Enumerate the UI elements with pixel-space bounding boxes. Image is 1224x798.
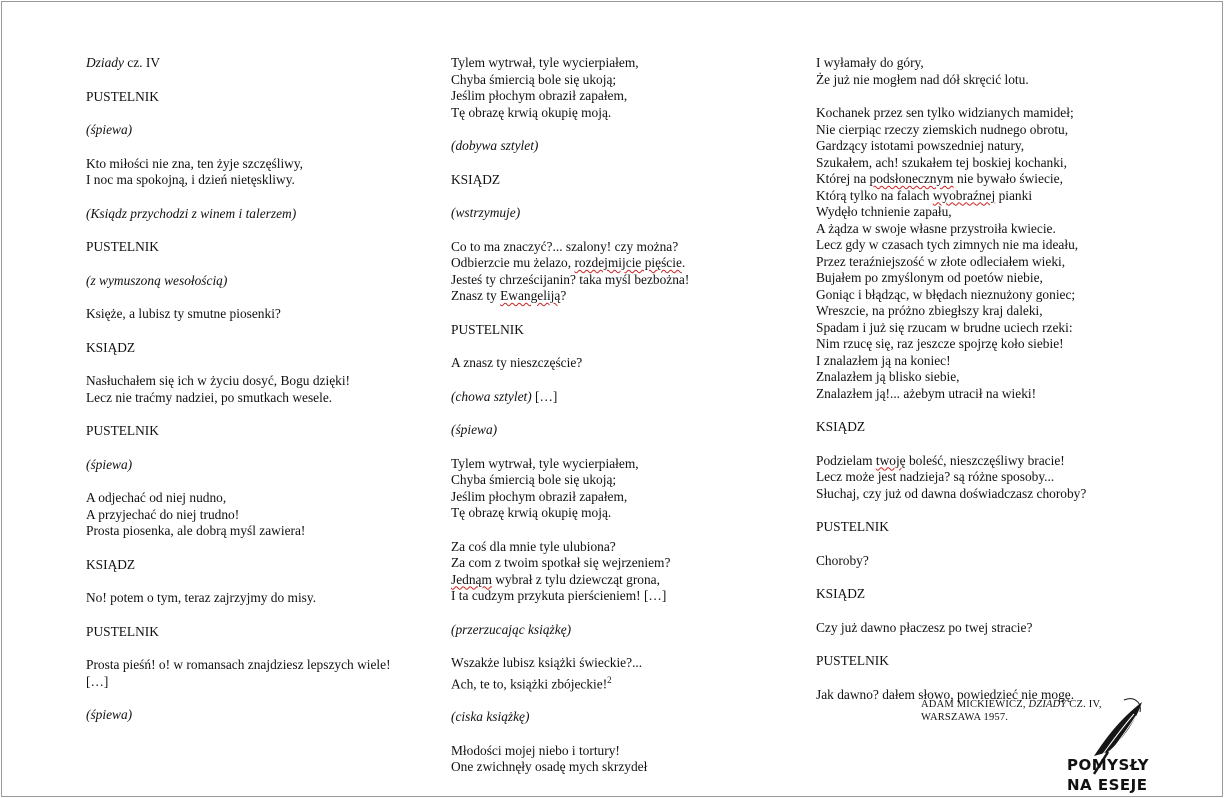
text-segment: nie bywało świecie, bbox=[953, 171, 1063, 186]
caption-part: CZ. IV, bbox=[1066, 699, 1102, 710]
text-block bbox=[451, 709, 801, 726]
text-line: Spadam i już się rzucam w brudne uciech rzeki: bbox=[816, 319, 1073, 335]
text-line: KSIĄDZ bbox=[86, 339, 136, 355]
text-block bbox=[86, 373, 436, 406]
text-line: Kochanek przez sen tylko widzianych mamideł; bbox=[816, 105, 1074, 120]
text-block bbox=[451, 743, 801, 776]
text-block bbox=[86, 657, 436, 690]
text-block bbox=[86, 624, 436, 641]
text-line: Lecz może jest nadzieja? są różne sposoby... bbox=[816, 469, 1055, 484]
stage-direction: (ciska książkę) bbox=[451, 709, 530, 725]
spellcheck-word: Jednąm bbox=[451, 571, 492, 587]
source-caption-line2: WARSZAWA 1957. bbox=[921, 712, 1009, 723]
text-line: I znalazłem ją na koniec! bbox=[816, 352, 951, 368]
text-line: Prosta pieśń! o! w romansach znajdziesz lepszych wiele! bbox=[86, 657, 391, 672]
text-block bbox=[451, 655, 801, 692]
text-block bbox=[451, 138, 801, 155]
text-line bbox=[816, 171, 1146, 188]
text-block bbox=[86, 273, 436, 290]
text-block bbox=[816, 653, 1146, 670]
text-block bbox=[451, 322, 801, 339]
text-line: A przyjechać do niej trudno! bbox=[86, 506, 240, 522]
text-line bbox=[451, 255, 801, 272]
stage-direction: (przerzucając książkę) bbox=[451, 621, 572, 637]
text-segment: Dziady bbox=[86, 55, 124, 70]
text-line: I ta cudzym przykuta pierścieniem! […] bbox=[451, 588, 667, 603]
text-line: KSIĄDZ bbox=[451, 171, 501, 187]
text-line: PUSTELNIK bbox=[451, 321, 524, 337]
text-segment: boleść, nieszczęśliwy bracie! bbox=[905, 452, 1065, 468]
text-line bbox=[451, 672, 801, 693]
spellcheck-word: Ewangeliją bbox=[500, 288, 561, 303]
text-block bbox=[816, 620, 1146, 637]
text-line: PUSTELNIK bbox=[86, 423, 159, 438]
text-line: Za coś dla mnie tyle ulubiona? bbox=[451, 538, 616, 554]
text-block bbox=[816, 55, 1146, 88]
text-line: Nasłuchałem się ich w życiu dosyć, Bogu dzięki! bbox=[86, 373, 351, 388]
text-block bbox=[816, 453, 1146, 503]
text-line bbox=[451, 389, 801, 406]
text-line: Czy już dawno płaczesz po twej stracie? bbox=[816, 619, 1033, 635]
text-line: Wreszcie, na próżno zbiegłszy kraj daleki, bbox=[816, 303, 1043, 318]
text-line: Co to ma znaczyć?... szalony! czy można? bbox=[451, 238, 679, 254]
text-line: One zwichnęły osadę mych skrzydeł bbox=[451, 759, 648, 775]
text-block bbox=[451, 456, 801, 522]
text-block bbox=[86, 590, 436, 607]
text-line bbox=[816, 453, 1146, 470]
text-line: PUSTELNIK bbox=[86, 623, 159, 639]
text-line: PUSTELNIK bbox=[86, 239, 159, 254]
caption-author: ADAM MICKIEWICZ, bbox=[921, 699, 1029, 710]
text-block bbox=[86, 89, 436, 106]
text-line bbox=[816, 188, 1146, 205]
text-line bbox=[86, 55, 436, 72]
text-segment: […] bbox=[531, 388, 558, 404]
text-line: Gardzący istotami powszedniej natury, bbox=[816, 138, 1025, 153]
text-segment: Odbierzcie mu żelazo, bbox=[451, 255, 575, 270]
text-block bbox=[86, 340, 436, 357]
text-block bbox=[451, 205, 801, 222]
text-line: A odjechać od niej nudno, bbox=[86, 490, 227, 505]
text-block bbox=[86, 457, 436, 474]
spellcheck-word: podsłonecznym bbox=[869, 171, 954, 186]
text-line: Lecz gdy w czasach tych zimnych nie ma ideału, bbox=[816, 237, 1079, 252]
text-line: Tylem wytrwał, tyle wycierpiałem, bbox=[451, 455, 639, 471]
text-block bbox=[451, 355, 801, 372]
text-line: Jeślim płochym obraził zapałem, bbox=[451, 488, 628, 504]
text-column-3 bbox=[816, 55, 1146, 720]
text-line: A znasz ty nieszczęście? bbox=[451, 355, 583, 370]
text-line: Słuchaj, czy już od dawna doświadczasz choroby? bbox=[816, 485, 1087, 501]
stage-direction: (śpiewa) bbox=[86, 456, 133, 472]
text-line bbox=[451, 288, 801, 305]
text-block bbox=[451, 539, 801, 605]
text-block bbox=[451, 172, 801, 189]
text-line: KSIĄDZ bbox=[816, 419, 866, 434]
caption-title: DZIADY bbox=[1028, 699, 1067, 710]
text-line: Jak dawno? dałem słowo, powiedzieć nie mogę. bbox=[816, 686, 1075, 702]
stage-direction: (wstrzymuje) bbox=[451, 205, 521, 220]
text-line: Tę obrazę krwią okupię moją. bbox=[451, 104, 612, 120]
text-segment: cz. IV bbox=[123, 55, 160, 70]
text-line: Tę obrazę krwią okupię moją. bbox=[451, 505, 612, 520]
text-line: Jeślim płochym obraził zapałem, bbox=[451, 88, 628, 103]
text-block bbox=[451, 239, 801, 305]
text-segment: Którą tylko na falach bbox=[816, 187, 933, 203]
text-line: Wszakże lubisz książki świeckie?... bbox=[451, 655, 643, 670]
text-line: Że już nie mogłem nad dół skręcić lotu. bbox=[816, 71, 1029, 87]
text-line: Goniąc i błądząc, w błędach nieznużony goniec; bbox=[816, 286, 1076, 302]
text-block bbox=[86, 55, 436, 72]
text-line: A żądza w swoje własne przystroiła kwiecie. bbox=[816, 220, 1056, 236]
text-block bbox=[86, 423, 436, 440]
text-block bbox=[816, 419, 1146, 436]
text-line: Tylem wytrwał, tyle wycierpiałem, bbox=[451, 55, 639, 70]
text-line: Znalazłem ją blisko siebie, bbox=[816, 369, 960, 384]
text-segment: Której na bbox=[816, 171, 870, 186]
spellcheck-word: wyobraźnej bbox=[932, 187, 996, 203]
text-line: Bujałem po zmyślonym od poetów niebie, bbox=[816, 270, 1043, 285]
text-segment: pianki bbox=[995, 187, 1033, 203]
spellcheck-word: rozdejmijcie pięście bbox=[574, 255, 682, 270]
text-line: Księże, a lubisz ty smutne piosenki? bbox=[86, 306, 281, 321]
text-block bbox=[816, 105, 1146, 402]
text-line: […] bbox=[86, 673, 109, 689]
text-line: Jesteś ty chrześcijanin? taka myśl bezbożna! bbox=[451, 271, 690, 287]
text-column-2 bbox=[451, 55, 801, 793]
footnote-mark: 2 bbox=[607, 674, 612, 685]
text-line: Przez teraźniejszość w złote odleciałem wieki, bbox=[816, 253, 1066, 269]
text-line: Nim rzucę się, raz jeszcze spojrzę koło siebie! bbox=[816, 336, 1064, 351]
stage-direction: (śpiewa) bbox=[451, 422, 498, 437]
text-line: Chyba śmiercią bole się ukoją; bbox=[451, 472, 617, 487]
text-line: PUSTELNIK bbox=[86, 88, 159, 104]
text-block bbox=[86, 239, 436, 256]
text-block bbox=[451, 622, 801, 639]
stage-direction: (Ksiądz przychodzi z winem i talerzem) bbox=[86, 205, 297, 221]
text-segment: Znasz ty bbox=[451, 288, 501, 303]
text-line: KSIĄDZ bbox=[816, 586, 866, 601]
text-block bbox=[86, 306, 436, 323]
text-line: KSIĄDZ bbox=[86, 556, 136, 572]
text-segment: . bbox=[681, 255, 686, 270]
logo-text-line1: POMYSŁY bbox=[1067, 756, 1149, 774]
logo-text-line2: NA ESEJE bbox=[1067, 776, 1148, 794]
stage-direction: (śpiewa) bbox=[86, 122, 133, 137]
text-block bbox=[86, 122, 436, 139]
stage-direction: (śpiewa) bbox=[86, 707, 133, 722]
text-segment: Podzielam bbox=[816, 452, 876, 468]
text-block bbox=[816, 519, 1146, 536]
text-line: Młodości mojej niebo i tortury! bbox=[451, 742, 620, 758]
text-block bbox=[86, 206, 436, 223]
text-line: Za com z twoim spotkał się wejrzeniem? bbox=[451, 555, 671, 570]
text-segment: Ach, te to, książki zbójeckie! bbox=[451, 675, 608, 691]
text-block bbox=[451, 55, 801, 121]
text-line: PUSTELNIK bbox=[816, 519, 889, 534]
text-block bbox=[816, 553, 1146, 570]
text-block bbox=[451, 422, 801, 439]
text-block bbox=[86, 156, 436, 189]
text-block bbox=[86, 707, 436, 724]
text-block bbox=[86, 490, 436, 540]
text-line: I wyłamały do góry, bbox=[816, 55, 924, 70]
text-line: Lecz nie traćmy nadziei, po smutkach wesele. bbox=[86, 389, 333, 405]
stage-direction: (z wymuszoną wesołością) bbox=[86, 272, 228, 288]
stage-direction: (dobywa sztylet) bbox=[451, 138, 539, 153]
text-segment: wybrał z tylu dziewcząt grona, bbox=[491, 571, 660, 587]
text-column-1 bbox=[86, 55, 436, 741]
text-line: No! potem o tym, teraz zajrzyjmy do misy. bbox=[86, 590, 317, 605]
text-line: Wydęło tchnienie zapału, bbox=[816, 204, 952, 219]
text-line: PUSTELNIK bbox=[816, 653, 889, 668]
text-line: Chyba śmiercią bole się ukoją; bbox=[451, 71, 617, 87]
text-line: I noc ma spokojną, i dzień nietęskliwy. bbox=[86, 172, 295, 187]
text-segment: (chowa sztylet) bbox=[451, 388, 532, 404]
text-block bbox=[816, 586, 1146, 603]
text-line: Znalazłem ją!... ażebym utracił na wieki! bbox=[816, 385, 1037, 401]
spellcheck-word: twoję bbox=[875, 452, 906, 468]
text-segment: ? bbox=[560, 288, 567, 303]
text-line: Kto miłości nie zna, ten żyje szczęśliwy, bbox=[86, 155, 304, 171]
text-line: Choroby? bbox=[816, 552, 869, 568]
text-line: Szukałem, ach! szukałem tej boskiej kochanki, bbox=[816, 154, 1067, 170]
text-line: Nie cierpiąc rzeczy ziemskich nudnego obrotu, bbox=[816, 121, 1069, 137]
text-line bbox=[451, 572, 801, 589]
text-line: Prosta piosenka, ale dobrą myśl zawiera! bbox=[86, 523, 306, 538]
text-block bbox=[86, 557, 436, 574]
text-block bbox=[451, 389, 801, 406]
